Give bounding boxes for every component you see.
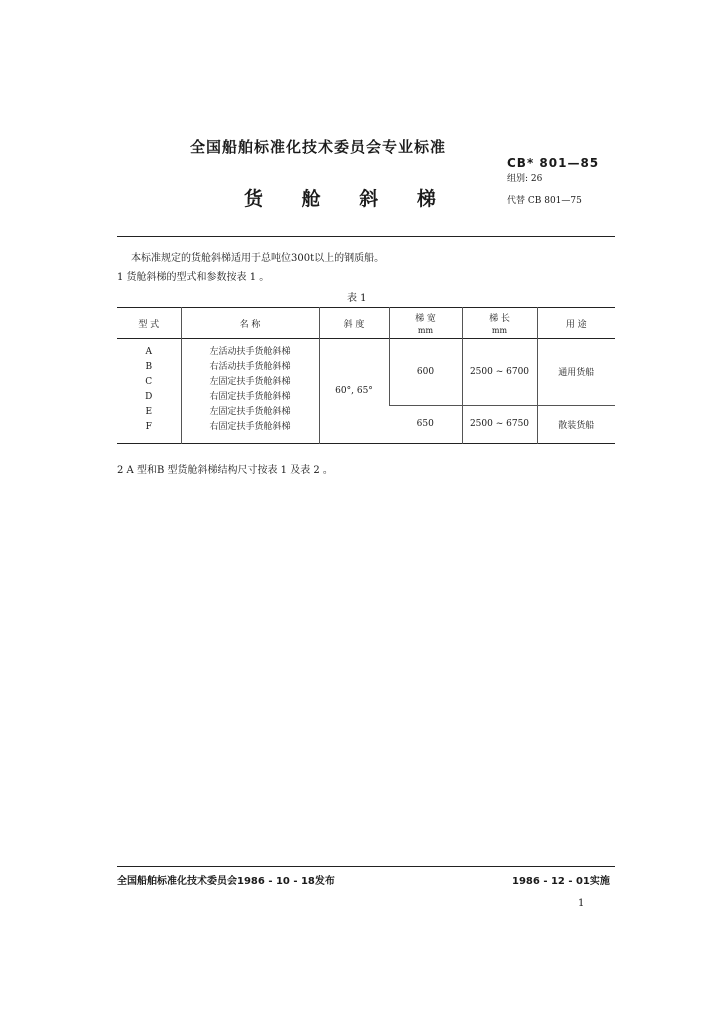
header-width bbox=[389, 308, 462, 339]
usage-cell: 散装货船 bbox=[537, 405, 615, 443]
slope-cell: 60°, 65° bbox=[319, 339, 389, 444]
name-cell: 左固定扶手货舱斜梯 bbox=[209, 377, 291, 387]
header-name: 名 称 bbox=[181, 308, 319, 339]
specification-table bbox=[117, 307, 615, 444]
name-column bbox=[181, 339, 319, 444]
header-length-unit: mm bbox=[491, 326, 508, 335]
type-column bbox=[117, 339, 181, 444]
header-slope: 斜 度 bbox=[319, 308, 389, 339]
length-cell: 2500 ~ 6750 bbox=[462, 405, 537, 443]
type-cell: C bbox=[145, 377, 153, 387]
header-divider bbox=[117, 236, 615, 237]
width-cell: 650 bbox=[416, 419, 434, 430]
type-cell: A bbox=[145, 347, 152, 357]
standard-number: CB* 801—85 bbox=[507, 156, 600, 170]
footer-divider bbox=[117, 866, 615, 867]
name-cell: 右固定扶手货舱斜梯 bbox=[209, 422, 291, 432]
header-width-label: 梯 宽 bbox=[415, 314, 436, 324]
document-title: 货 舱 斜 梯 bbox=[244, 188, 452, 210]
header-width-unit: mm bbox=[417, 326, 434, 335]
name-cell: 左活动扶手货舱斜梯 bbox=[209, 347, 291, 357]
header-length bbox=[462, 308, 537, 339]
page-number: 1 bbox=[578, 898, 585, 909]
name-cell: 右固定扶手货舱斜梯 bbox=[209, 392, 291, 402]
type-cell: D bbox=[145, 392, 153, 402]
replaces-standard: 代替 CB 801—75 bbox=[507, 196, 582, 206]
usage-cell: 通用货船 bbox=[537, 339, 615, 406]
name-cell: 左固定扶手货舱斜梯 bbox=[209, 407, 291, 417]
type-cell: E bbox=[145, 407, 153, 417]
header-type: 型 式 bbox=[138, 319, 160, 330]
table-header-row bbox=[117, 308, 615, 339]
type-cell: B bbox=[145, 362, 153, 372]
clause-1: 1 货舱斜梯的型式和参数按表 1 。 bbox=[117, 272, 270, 283]
header-usage: 用 途 bbox=[537, 308, 615, 339]
scope-paragraph: 本标准规定的货舱斜梯适用于总吨位300t以上的钢质船。 bbox=[131, 253, 385, 264]
width-cell: 600 bbox=[389, 339, 462, 406]
name-cell: 右活动扶手货舱斜梯 bbox=[209, 362, 291, 372]
clause-2: 2 A 型和B 型货舱斜梯结构尺寸按表 1 及表 2 。 bbox=[117, 465, 333, 476]
group-number: 组别: 26 bbox=[507, 174, 543, 184]
issue-info: 全国船舶标准化技术委员会1986 - 10 - 18发布 bbox=[117, 876, 335, 887]
table-caption: 表 1 bbox=[347, 293, 367, 304]
committee-standard-title: 全国船舶标准化技术委员会专业标准 bbox=[190, 138, 447, 156]
length-cell: 2500 ~ 6700 bbox=[462, 339, 537, 406]
header-length-label: 梯 长 bbox=[489, 314, 510, 324]
effective-date: 1986 - 12 - 01实施 bbox=[512, 876, 610, 887]
table-row bbox=[117, 339, 615, 406]
type-cell: F bbox=[145, 422, 152, 432]
